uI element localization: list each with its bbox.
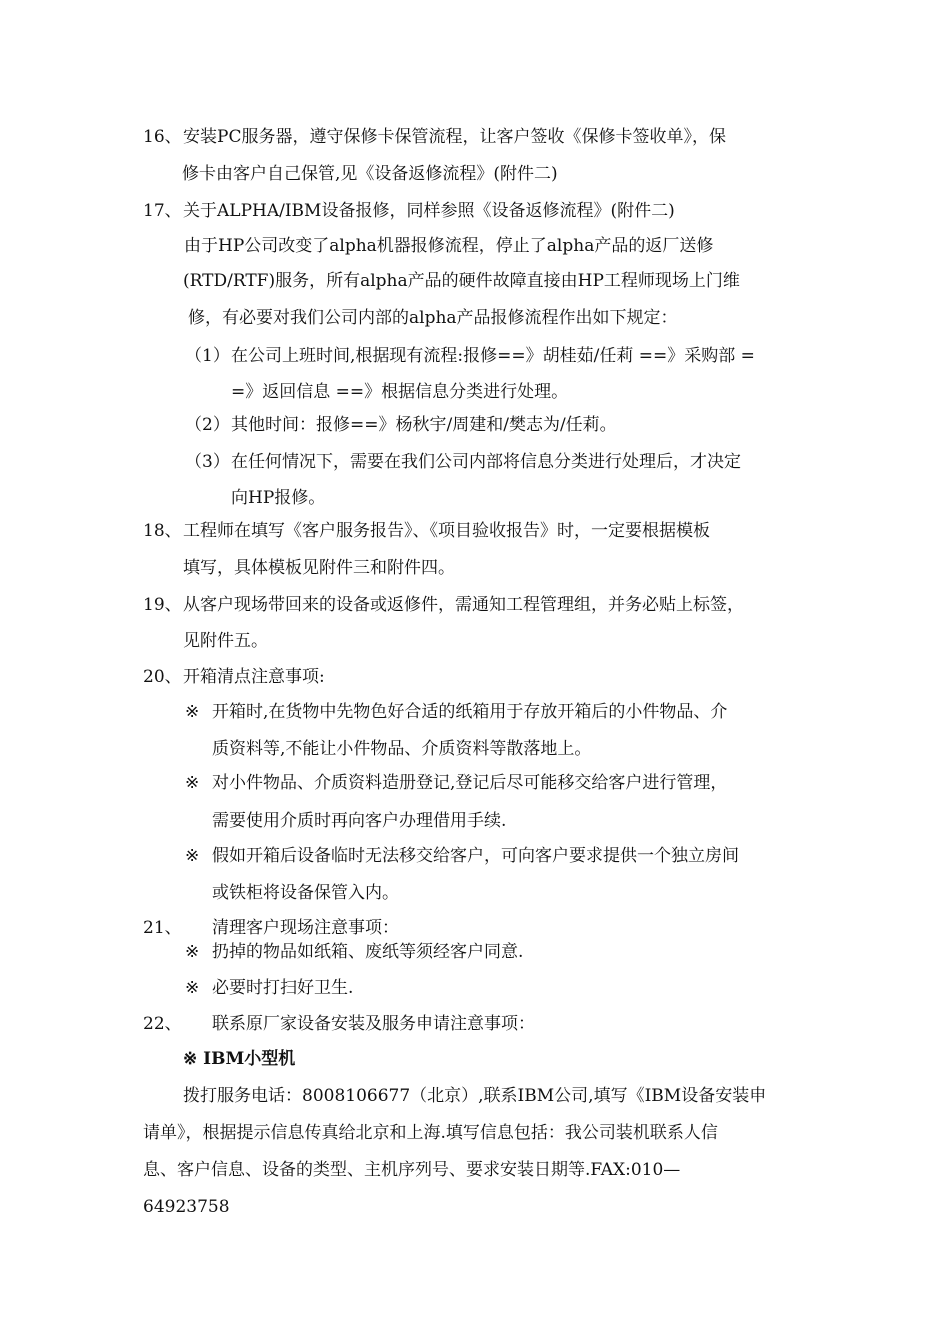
reference-mark-icon: ※ [185, 846, 200, 866]
item-22-paragraph-line: 请单》，根据提示信息传真给北京和上海.填写信息包括：我公司装机联系人信 [143, 1123, 718, 1143]
item-22-number: 22、 [143, 1014, 182, 1034]
item-17-sub-3-line-2: 向HP报修。 [231, 488, 326, 508]
item-17-paragraph-line: (RTD/RTF)服务，所有alpha产品的硬件故障直接由HP工程师现场上门维 [183, 271, 740, 291]
item-20-bullet-3-line-2: 或铁柜将设备保管入内。 [212, 883, 399, 903]
item-19-line-2: 见附件五。 [183, 631, 268, 651]
item-18-number: 18、 [143, 521, 182, 541]
item-22-paragraph-line: 息、客户信息、设备的类型、主机序列号、要求安装日期等.FAX:010— [143, 1160, 681, 1180]
item-19-line-1: 从客户现场带回来的设备或返修件，需通知工程管理组，并务必贴上标签， [183, 595, 744, 615]
item-17-line-1: 关于ALPHA/IBM设备报修，同样参照《设备返修流程》(附件二) [183, 201, 675, 221]
reference-mark-icon: ※ [185, 942, 200, 962]
item-18-line-1: 工程师在填写《客户服务报告》、《项目验收报告》时，一定要根据模板 [183, 521, 710, 541]
item-20-bullet-3-line-1: 假如开箱后设备临时无法移交给客户，可向客户要求提供一个独立房间 [212, 846, 739, 866]
item-21-bullet-1-line-1: 扔掉的物品如纸箱、废纸等须经客户同意. [212, 942, 524, 962]
item-21-line-1: 清理客户现场注意事项： [212, 918, 399, 938]
item-21-bullet-2-line-1: 必要时打扫好卫生. [212, 978, 354, 998]
item-16-line-2: 修卡由客户自己保管,见《设备返修流程》(附件二) [182, 164, 558, 184]
item-18-line-2: 填写，具体模板见附件三和附件四。 [183, 558, 455, 578]
item-20-bullet-1-line-1: 开箱时,在货物中先物色好合适的纸箱用于存放开箱后的小件物品、介 [212, 702, 728, 722]
item-22-paragraph-line: 64923758 [143, 1197, 230, 1217]
item-17-paragraph-line: 由于HP公司改变了alpha机器报修流程，停止了alpha产品的返厂送修 [184, 236, 714, 256]
item-22-paragraph-line: 拨打服务电话：8008106677（北京）,联系IBM公司,填写《IBM设备安装申 [183, 1086, 767, 1106]
item-17-sub-1-line-2: =》返回信息 ==》根据信息分类进行处理。 [231, 382, 569, 402]
item-17-sub-1-line-1: 在公司上班时间,根据现有流程:报修==》胡桂茹/任莉 ==》采购部 = [231, 346, 755, 366]
item-17-number: 17、 [143, 201, 182, 221]
item-20-bullet-2-line-2: 需要使用介质时再向客户办理借用手续. [212, 811, 507, 831]
item-17-paragraph-line: 修，有必要对我们公司内部的alpha产品报修流程作出如下规定： [188, 308, 678, 328]
reference-mark-icon: ※ [185, 978, 200, 998]
item-20-line-1: 开箱清点注意事项: [183, 667, 325, 687]
ibm-minicomputer-heading: ※ IBM小型机 [183, 1049, 296, 1069]
item-20-bullet-1-line-2: 质资料等,不能让小件物品、介质资料等散落地上。 [212, 739, 592, 759]
item-21-number: 21、 [143, 918, 182, 938]
item-17-sub-3-line-1: 在任何情况下，需要在我们公司内部将信息分类进行处理后，才决定 [231, 452, 741, 472]
item-20-number: 20、 [143, 667, 182, 687]
item-16-line-1: 安装PC服务器，遵守保修卡保管流程，让客户签收《保修卡签收单》，保 [183, 127, 726, 147]
reference-mark-icon: ※ [185, 773, 200, 793]
item-22-line-1: 联系原厂家设备安装及服务申请注意事项： [212, 1014, 535, 1034]
item-19-number: 19、 [143, 595, 182, 615]
item-17-sub-2-line-1: 其他时间：报修==》杨秋宇/周建和/樊志为/任莉。 [231, 415, 617, 435]
item-16-number: 16、 [143, 127, 182, 147]
item-17-sub-2-label: （2） [185, 415, 230, 435]
reference-mark-icon: ※ [185, 702, 200, 722]
item-20-bullet-2-line-1: 对小件物品、介质资料造册登记,登记后尽可能移交给客户进行管理， [212, 773, 728, 793]
item-17-sub-3-label: （3） [185, 452, 230, 472]
item-17-sub-1-label: （1） [185, 346, 230, 366]
